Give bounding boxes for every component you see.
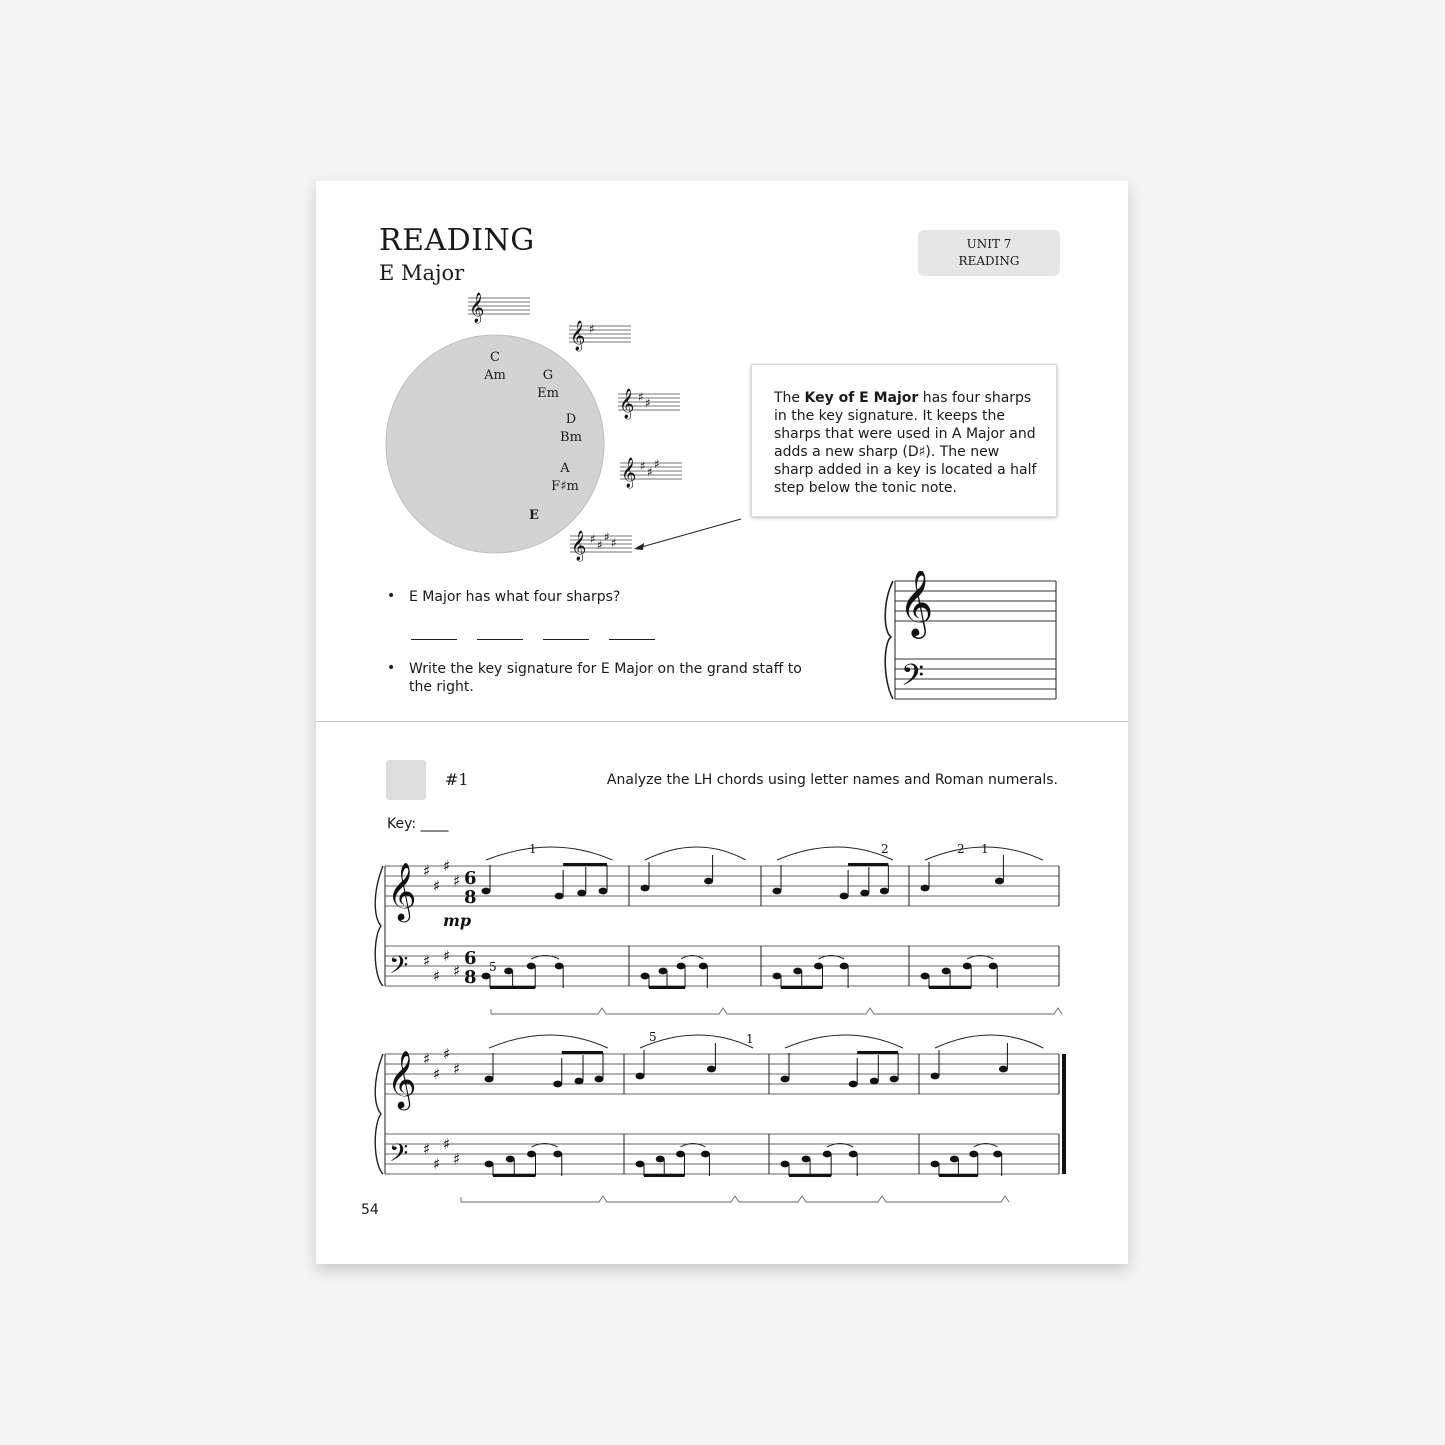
- note-head: [969, 1151, 978, 1158]
- page-number: 54: [361, 1202, 379, 1218]
- note-head: [999, 1066, 1008, 1073]
- treble-clef-icon: 𝄞: [387, 1050, 417, 1108]
- note-head: [704, 878, 713, 885]
- note-head: [950, 1156, 959, 1163]
- mini-treble-clef-icon: 𝄞: [621, 458, 637, 488]
- beam: [939, 1174, 978, 1177]
- info-box: [751, 364, 1057, 517]
- sharp-icon: ♯: [443, 857, 451, 875]
- slur: [486, 847, 612, 860]
- note-head: [636, 1073, 645, 1080]
- sharp-icon: ♯: [433, 1155, 441, 1173]
- note-head: [575, 1078, 584, 1085]
- note-head: [641, 885, 650, 892]
- note-head: [636, 1161, 645, 1168]
- sharp-icon: ♯: [453, 872, 461, 890]
- note-head: [989, 963, 998, 970]
- info-text-pre: The: [774, 390, 805, 406]
- label-a: A: [560, 461, 570, 476]
- sharp-icon: ♯: [423, 1140, 431, 1158]
- music-score: [371, 836, 1071, 1221]
- note-head: [599, 888, 608, 895]
- bass-clef-icon: 𝄢: [389, 1139, 409, 1174]
- slur: [777, 847, 893, 860]
- brace-icon: [375, 1054, 383, 1174]
- note-head: [527, 963, 536, 970]
- treble-clef-icon: 𝄞: [899, 571, 934, 636]
- sharp-icon: ♯: [443, 1045, 451, 1063]
- label-am: Am: [484, 368, 506, 383]
- mini-key-staff-2: [618, 388, 680, 420]
- note-head: [890, 1076, 899, 1083]
- sharp-icon: ♯: [453, 962, 461, 980]
- note-head: [921, 885, 930, 892]
- fingering-number: 5: [649, 1030, 657, 1044]
- fingering-number: 1: [746, 1032, 754, 1046]
- note-head: [942, 968, 951, 975]
- pointer-arrow: [638, 519, 741, 548]
- treble-clef-icon: 𝄞: [387, 862, 417, 920]
- beam: [490, 986, 535, 989]
- label-fsm: F♯m: [551, 479, 579, 494]
- note-head: [823, 1151, 832, 1158]
- note-head: [482, 888, 491, 895]
- note-head: [699, 963, 708, 970]
- fingering-number: 2: [957, 842, 965, 856]
- beam: [789, 1174, 831, 1177]
- blank-grand-staff[interactable]: [881, 571, 1061, 706]
- unit-badge: [918, 230, 1060, 276]
- note-head: [707, 1066, 716, 1073]
- beam: [563, 863, 607, 866]
- fingering-number: 1: [529, 842, 537, 856]
- note-head: [995, 878, 1004, 885]
- slur: [645, 847, 746, 860]
- note-head: [849, 1151, 858, 1158]
- sharp-icon: ♯: [611, 536, 617, 550]
- sharp-icon: ♯: [423, 862, 431, 880]
- note-head: [860, 890, 869, 897]
- note-head: [504, 968, 513, 975]
- beam: [781, 986, 822, 989]
- note-head: [840, 893, 849, 900]
- note-head: [931, 1073, 940, 1080]
- exercise-instruction: Analyze the LH chords using letter names and Roman numerals.: [606, 772, 1058, 788]
- label-c: C: [490, 350, 500, 365]
- sharp-icon: ♯: [433, 877, 441, 895]
- note-head: [676, 1151, 685, 1158]
- sharp-icon: ♯: [654, 457, 660, 471]
- bass-clef-icon: 𝄢: [389, 951, 409, 986]
- answer-blank-4[interactable]: [609, 639, 655, 640]
- sharp-icon: ♯: [433, 967, 441, 985]
- note-head: [931, 1161, 940, 1168]
- mini-treble-clef-icon: 𝄞: [619, 389, 635, 419]
- note-head: [993, 1151, 1002, 1158]
- note-head: [921, 973, 930, 980]
- note-head: [781, 1161, 790, 1168]
- note-head: [793, 968, 802, 975]
- beam: [848, 863, 888, 866]
- unit-badge-line2: READING: [958, 254, 1020, 268]
- label-g: G: [542, 368, 554, 383]
- analysis-bracket: [461, 1196, 1009, 1202]
- key-answer-label: Key: ____: [387, 816, 449, 832]
- music-system-1: [375, 847, 1062, 1014]
- note-head: [802, 1156, 811, 1163]
- label-bm: Bm: [560, 430, 582, 445]
- note-head: [781, 1076, 790, 1083]
- label-d: D: [565, 412, 577, 427]
- bass-clef-icon: 𝄢: [901, 659, 925, 700]
- note-head: [595, 1076, 604, 1083]
- analysis-bracket: [491, 1008, 1062, 1014]
- time-signature-top: 6: [464, 868, 477, 889]
- note-head: [656, 1156, 665, 1163]
- mini-treble-clef-icon: 𝄞: [469, 293, 485, 323]
- note-head: [963, 963, 972, 970]
- note-head: [880, 888, 889, 895]
- note-head: [773, 888, 782, 895]
- note-head: [555, 893, 564, 900]
- info-text-post: has four sharps in the key signature. It keeps the sharps that were used in A Major and adds a new sharp (D♯). The new sharp added in a key is located a half step below the tonic note.: [774, 390, 1037, 496]
- info-text-bold: Key of E Major: [804, 390, 919, 406]
- bullet-2: •: [387, 660, 396, 676]
- answer-blank-2[interactable]: [477, 639, 523, 640]
- question-write-key-signature: Write the key signature for E Major on the grand staff to the right.: [409, 661, 802, 695]
- beam: [929, 986, 971, 989]
- exercise-number: #1: [445, 770, 469, 789]
- note-head: [527, 1151, 536, 1158]
- note-head: [641, 973, 650, 980]
- mini-treble-clef-icon: 𝄞: [571, 531, 587, 561]
- mini-key-staff-3: [620, 457, 682, 489]
- note-head: [553, 1081, 562, 1088]
- note-head: [677, 963, 686, 970]
- page-subtitle: E Major: [379, 261, 465, 285]
- note-head: [485, 1161, 494, 1168]
- fingering-number: 1: [981, 842, 989, 856]
- sharp-icon: ♯: [453, 1060, 461, 1078]
- note-head: [870, 1078, 879, 1085]
- beam: [857, 1051, 898, 1054]
- unit-badge-line1: UNIT 7: [966, 237, 1012, 251]
- dynamic-marking: mp: [443, 911, 472, 930]
- sharp-icon: ♯: [640, 459, 646, 473]
- sharp-icon: ♯: [590, 532, 596, 546]
- slur: [489, 1035, 608, 1048]
- sharp-icon: ♯: [645, 396, 651, 410]
- sharp-icon: ♯: [589, 322, 595, 336]
- question-four-sharps: E Major has what four sharps?: [409, 589, 621, 605]
- sharp-icon: ♯: [604, 530, 610, 544]
- mini-key-staff-0: [468, 292, 530, 324]
- note-head: [773, 973, 782, 980]
- time-signature-bottom: 8: [464, 967, 477, 988]
- note-head: [553, 1151, 562, 1158]
- slur: [640, 1035, 753, 1048]
- section-divider: [316, 721, 1128, 722]
- brace-icon: [375, 866, 383, 986]
- circle-of-fifths-diagram: [376, 286, 756, 576]
- label-em: Em: [537, 386, 559, 401]
- beam: [493, 1174, 536, 1177]
- mini-treble-clef-icon: 𝄞: [570, 321, 586, 351]
- note-head: [659, 968, 668, 975]
- time-signature-top: 6: [464, 948, 477, 969]
- beam: [649, 986, 685, 989]
- answer-blank-3[interactable]: [543, 639, 589, 640]
- slur: [935, 1035, 1043, 1048]
- workbook-page: [316, 181, 1128, 1264]
- sharp-icon: ♯: [638, 390, 644, 404]
- sharp-icon: ♯: [453, 1150, 461, 1168]
- beam: [644, 1174, 684, 1177]
- sharp-icon: ♯: [443, 947, 451, 965]
- note-head: [485, 1076, 494, 1083]
- mini-key-staff-1: [569, 320, 631, 352]
- fingering-number: 2: [881, 842, 889, 856]
- note-head: [849, 1081, 858, 1088]
- slur: [785, 1035, 903, 1048]
- fingering-number: 5: [489, 960, 497, 974]
- sharp-icon: ♯: [647, 465, 653, 479]
- exercise-checkbox[interactable]: [386, 760, 426, 800]
- answer-blank-1[interactable]: [411, 639, 457, 640]
- time-signature-bottom: 8: [464, 887, 477, 908]
- note-head: [814, 963, 823, 970]
- mini-key-staff-4: [570, 530, 632, 562]
- sharp-icon: ♯: [443, 1135, 451, 1153]
- bullet-1: •: [387, 588, 396, 604]
- note-head: [577, 890, 586, 897]
- sharp-icon: ♯: [433, 1065, 441, 1083]
- sharp-icon: ♯: [423, 1050, 431, 1068]
- note-head: [555, 963, 564, 970]
- note-head: [506, 1156, 515, 1163]
- note-head: [840, 963, 849, 970]
- note-head: [701, 1151, 710, 1158]
- beam: [562, 1051, 603, 1054]
- label-e: E: [529, 508, 539, 523]
- music-system-2: [375, 1035, 1066, 1202]
- sharp-icon: ♯: [423, 952, 431, 970]
- sharp-icon: ♯: [597, 538, 603, 552]
- page-title: READING: [379, 223, 535, 258]
- final-barline: [1062, 1054, 1066, 1174]
